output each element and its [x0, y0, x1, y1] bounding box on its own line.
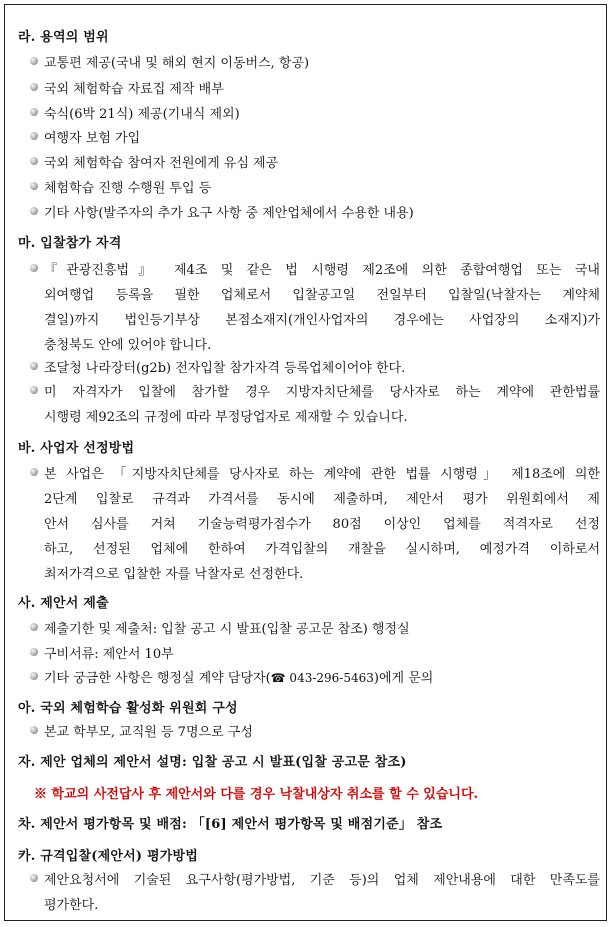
list-item: 기타 사항(발주자의 추가 요구 사항 중 제안업체에서 수용한 내용) — [44, 206, 414, 221]
bullet-icon — [30, 468, 38, 476]
section-heading-committee: 아. 국외 체험학습 활성화 위원회 구성 — [18, 701, 238, 716]
list-item: 체험학습 진행 수행원 투입 등 — [44, 181, 212, 196]
bullet-icon — [30, 386, 38, 394]
bullet-icon — [30, 672, 38, 680]
phone-number: ☎ 043-296-5463 — [270, 671, 374, 685]
list-item — [44, 667, 433, 686]
bullet-icon — [30, 182, 38, 190]
list-item-line: 시행령 제92조의 규정에 따라 부정당업자로 제재할 수 있습니다. — [44, 410, 408, 425]
section-heading-scope: 라. 용역의 범위 — [18, 30, 109, 45]
list-item-line: 결일)까지 법인등기부상 본점소재지(개인사업자의 경우에는 사업장의 소재지)가 — [44, 313, 600, 328]
section-heading-evaluation-items: 차. 제안서 평가항목 및 배점: 「[6] 제안서 평가항목 및 배점기준」 참조 — [18, 817, 443, 832]
contact-text-prefix: 기타 궁금한 사항은 행정실 계약 담당자( — [44, 671, 271, 686]
bullet-icon — [30, 362, 38, 370]
list-item-line: 2단계 입찰로 규격과 가격서를 동시에 제출하며, 제안서 평가 위원회에서 제 — [44, 492, 600, 507]
list-item: 교통편 제공(국내 및 해외 현지 이동버스, 항공) — [44, 56, 310, 71]
bullet-icon — [30, 264, 38, 272]
bullet-icon — [30, 874, 38, 882]
warning-note: ※ 학교의 사전답사 후 제안서와 다를 경우 낙찰내상자 취소를 할 수 있습니다. — [34, 787, 479, 802]
section-heading-presentation: 자. 제안 업체의 제안서 설명: 입찰 공고 시 발표(입찰 공고문 참조) — [18, 755, 407, 770]
list-item: 국외 체험학습 자료집 제작 배부 — [44, 82, 224, 97]
bullet-icon — [30, 57, 38, 65]
bullet-icon — [30, 108, 38, 116]
list-item-line: 안서 심사를 거쳐 기술능력평가점수가 80점 이상인 업체를 적격자로 선정 — [44, 517, 600, 532]
list-item: 숙식(6박 21식) 제공(기내식 제외) — [44, 107, 240, 122]
list-item: 본교 학부모, 교직원 등 7명으로 구성 — [44, 725, 253, 740]
bullet-icon — [30, 83, 38, 91]
bullet-icon — [30, 623, 38, 631]
section-heading-eligibility: 마. 입찰참가 자격 — [18, 236, 122, 251]
bullet-icon — [30, 132, 38, 140]
list-item: 국외 체험학습 참여자 전원에게 유심 제공 — [44, 156, 279, 171]
bullet-icon — [30, 648, 38, 656]
section-heading-submission: 사. 제안서 제출 — [18, 596, 109, 611]
list-item: 조달청 나라장터(g2b) 전자입찰 참가자격 등록업체이어야 한다. — [44, 361, 406, 376]
list-item-line: 하고, 선정된 업체에 한하여 가격입찰의 개찰을 실시하며, 예정가격 이하로서 — [44, 542, 600, 557]
contact-text-suffix: )에게 문의 — [373, 671, 434, 686]
list-item-line: 본 사업은 「지방자치단체를 당사자로 하는 계약에 관한 법률 시행령」 제18조에 의한 — [44, 467, 600, 482]
list-item-line: 미 자격자가 입찰에 참가할 경우 지방자치단체를 당사자로 하는 계약에 관한법률 — [44, 385, 600, 400]
list-item: 여행자 보험 가입 — [44, 131, 141, 146]
list-item-line: 『관광진흥법』 제4조 및 같은 법 시행령 제2조에 의한 종합여행업 또는 국내 — [44, 263, 600, 278]
list-item-line: 제안요청서에 기술된 요구사항(평가방법, 기준 등)의 업체 제안내용에 대한 만족도를 — [44, 873, 600, 888]
list-item-line: 외여행업 등록을 필한 업체로서 입찰공고일 전일부터 입찰일(낙찰자는 계약체 — [44, 288, 600, 303]
list-item: 제출기한 및 제출처: 입찰 공고 시 발표(입찰 공고문 참조) 행정실 — [44, 622, 410, 637]
section-heading-evaluation-method: 카. 규격입찰(제안서) 평가방법 — [18, 849, 198, 864]
list-item-line: 최저가격으로 입찰한 자를 낙찰자로 선정한다. — [44, 567, 304, 582]
list-item-line: 평가한다. — [44, 898, 99, 913]
section-heading-selection: 바. 사업자 선정방법 — [18, 441, 135, 456]
bullet-icon — [30, 726, 38, 734]
bullet-icon — [30, 207, 38, 215]
bullet-icon — [30, 157, 38, 165]
list-item-line: 충청북도 안에 있어야 합니다. — [44, 338, 212, 353]
list-item: 구비서류: 제안서 10부 — [44, 647, 174, 662]
